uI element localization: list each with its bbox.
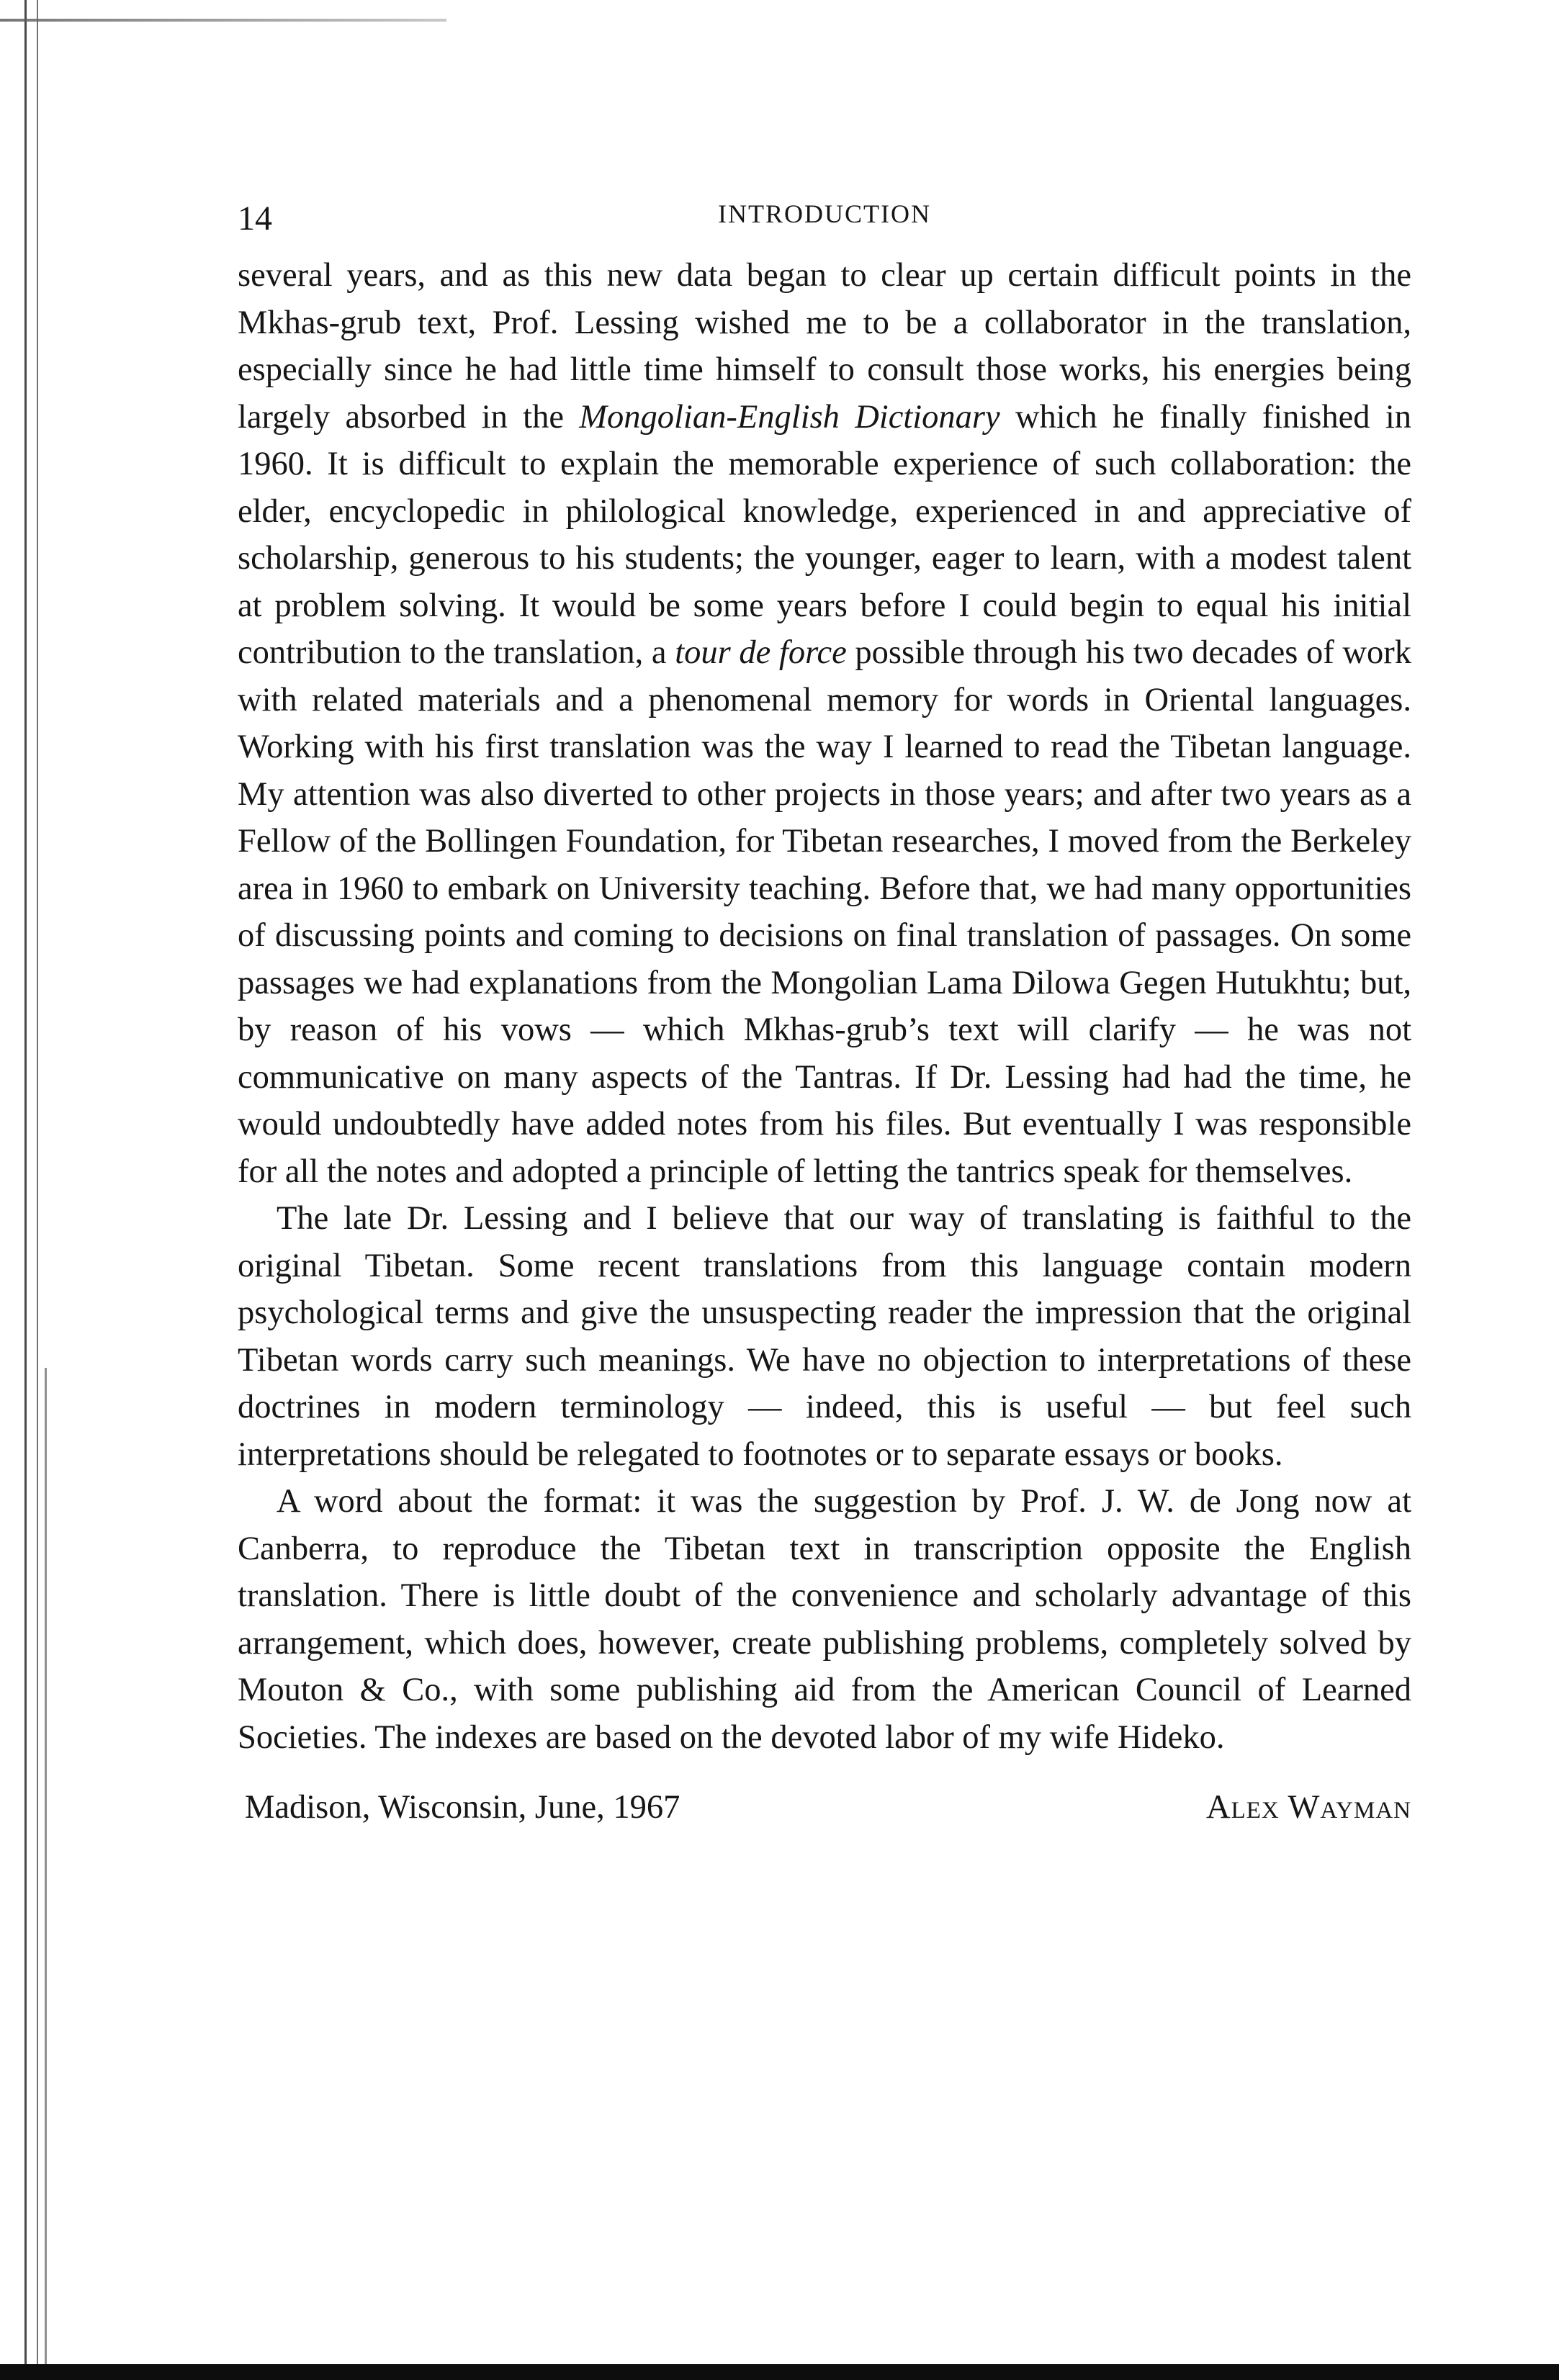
scan-edge-shadow: [45, 1368, 47, 2380]
place-date: Madison, Wisconsin, June, 1967: [245, 1789, 680, 1826]
author-name: Alex Wayman: [1205, 1789, 1411, 1826]
paragraph-1-text-c: possible through his two decades of work with related materials and a phenomenal memory for words in Oriental languages. Working with his first translation was the way I learned to read the Tibetan language. My attention was also diverted to other projects in those years; and after two years as a Fellow of the Bollingen Foundation, for Tibetan researches, I moved from the Berkeley area in 1960 to embark on University teaching. Before that, we had many opportunities of discussing points and coming to decisions on final translation of passages. On some passages we had explanations from the Mongolian Lama Dilowa Gegen Hutukhtu; but, by reason of his vows — which Mkhas-grub’s text will clarify — he was not communicative on many aspects of the Tantras. If Dr. Lessing had had the time, he would undoubtedly have added notes from his files. But eventually I was responsible for all the notes and adopted a principle of letting the tantrics speak for themselves.: [238, 634, 1412, 1190]
running-title: INTRODUCTION: [718, 199, 931, 228]
signature-row: [238, 1788, 1411, 1839]
scan-edge-left: [24, 0, 38, 2380]
paragraph-2: The late Dr. Lessing and I believe that our way of translating is faithful to the original Tibetan. Some recent translations from this language contain modern psychological terms and give the unsuspecting reader the impression that the original Tibetan words carry such meanings. We have no objection to interpretations of these doctrines in modern terminology — indeed, this is useful — but feel such interpretations should be relegated to footnotes or to separate essays or books.: [238, 1200, 1411, 1473]
scan-edge-bottom: [0, 2364, 1559, 2380]
dictionary-title: Mongolian-English Dictionary: [579, 398, 1000, 436]
paragraph-1-text-b: which he finally finished in 1960. It is difficult to explain the memorable experience of such collaboration: the elder, encyclopedic in philological knowledge, experienced in and appreciative of scholarship, generous to his students; the younger, eager to learn, with a modest talent at problem solving. It would be some years before I could begin to equal his initial contribution to the translation, a: [238, 398, 1412, 671]
scan-edge-top: [0, 19, 446, 22]
body-text: [238, 252, 1411, 1761]
running-head: [238, 194, 1411, 252]
paragraph-1: [238, 252, 1411, 1195]
paragraph-3: A word about the format: it was the suggestion by Prof. J. W. de Jong now at Canberra, to reproduce the Tibetan text in transcription opposite the English translation. There is little doubt of the convenience and scholarly advantage of this arrangement, which does, however, create publishing problems, completely solved by Mouton & Co., with some publishing aid from the American Council of Learned Societies. The indexes are based on the devoted labor of my wife Hideko.: [238, 1483, 1411, 1756]
page-number: 14: [238, 199, 272, 238]
paragraph-1-text-a: several years, and as this new data began to clear up certain difficult points in the Mkhas-grub text, Prof. Lessing wished me to be a collaborator in the translation, especially since he had little time himself to consult those works, his energies being largely absorbed in the: [238, 257, 1411, 436]
tour-de-force-phrase: tour de force: [675, 634, 847, 671]
book-page: [238, 194, 1411, 1839]
